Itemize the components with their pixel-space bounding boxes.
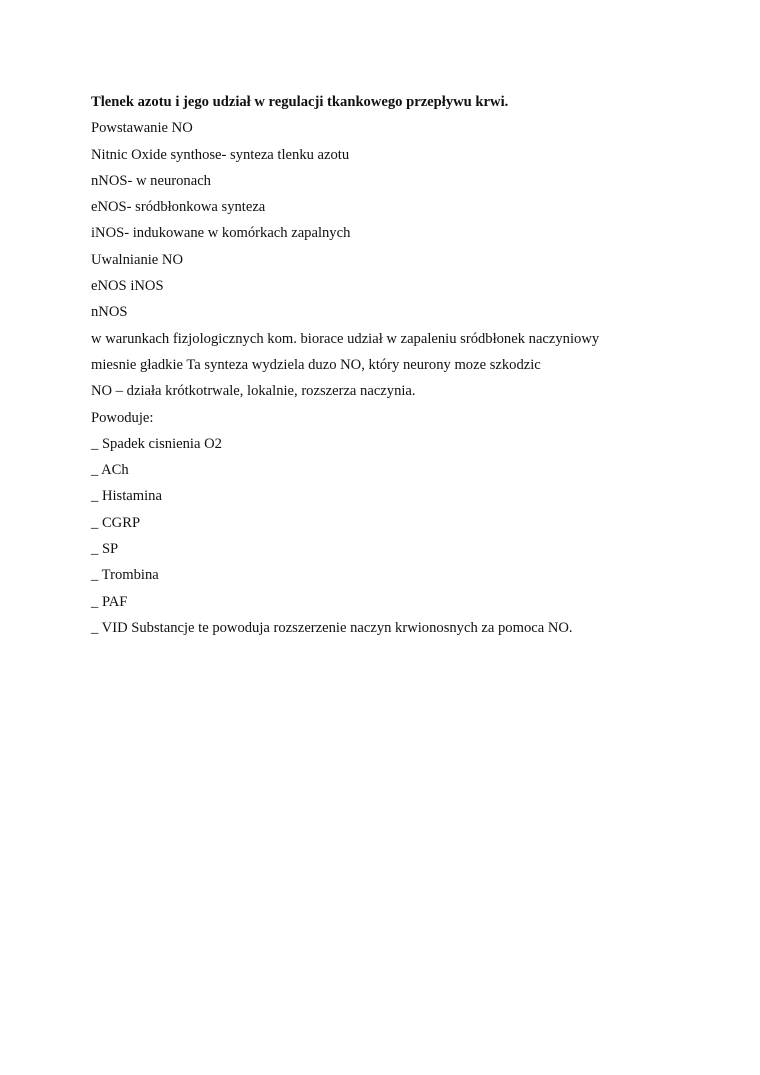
text-line: miesnie gładkie Ta synteza wydziela duzo NO, który neurony moze szkodzic — [91, 356, 541, 373]
list-item: _ Trombina — [91, 567, 159, 584]
list-item: _ SP — [91, 541, 119, 558]
text-line: nNOS- w neuronach — [91, 172, 211, 189]
text-line: iNOS- indukowane w komórkach zapalnych — [91, 225, 351, 242]
text-line: eNOS iNOS — [91, 278, 164, 295]
text-line: NO – działa krótkotrwale, lokalnie, rozszerza naczynia. — [91, 383, 416, 400]
list-item: _ VID Substancje te powoduja rozszerzenie naczyn krwionosnych za pomoca NO. — [91, 619, 573, 636]
list-item: _ Histamina — [91, 488, 162, 505]
list-item: _ ACh — [91, 462, 129, 479]
text-line: w warunkach fizjologicznych kom. biorace udział w zapaleniu sródbłonek naczyniowy — [91, 330, 600, 347]
list-item: _ Spadek cisnienia O2 — [91, 435, 222, 452]
list-item: _ PAF — [91, 593, 128, 610]
document-body — [91, 89, 711, 641]
document-lines — [91, 115, 711, 641]
text-line: nNOS — [91, 304, 128, 321]
text-line: Uwalnianie NO — [91, 251, 183, 268]
text-line: Powoduje: — [91, 409, 154, 426]
text-line: Powstawanie NO — [91, 120, 193, 137]
text-line: Nitnic Oxide synthose- synteza tlenku azotu — [91, 146, 350, 163]
text-line: eNOS- sródbłonkowa synteza — [91, 199, 266, 216]
list-item: _ CGRP — [91, 514, 141, 531]
document-title: Tlenek azotu i jego udział w regulacji tkankowego przepływu krwi. — [91, 94, 509, 110]
